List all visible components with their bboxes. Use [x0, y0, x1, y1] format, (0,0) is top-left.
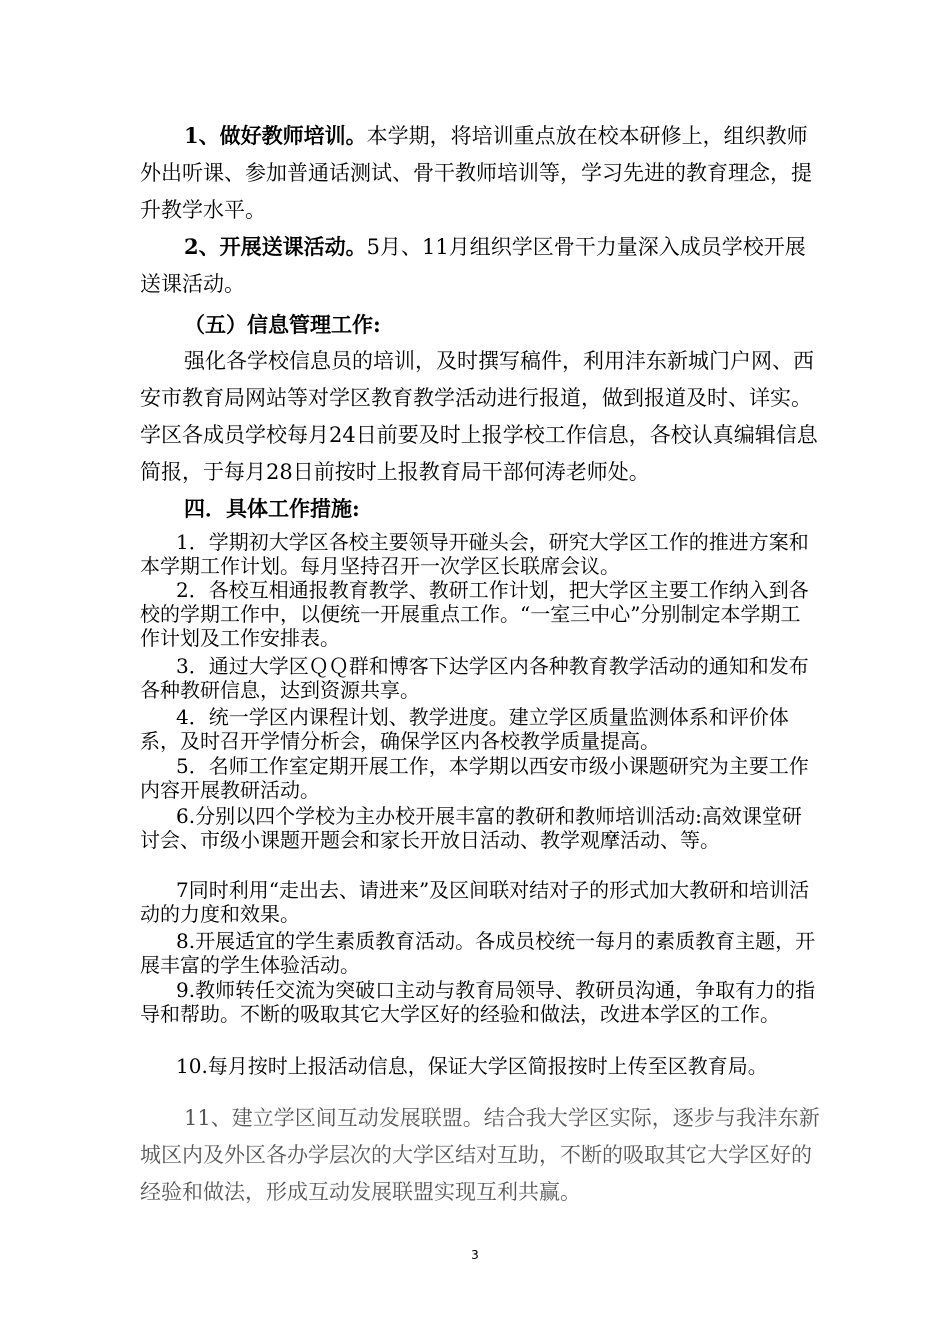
measure-item-10: 10.每月按时上报活动信息，保证大学区简报按时上传至区教育局。	[176, 1054, 768, 1078]
page-number: 3	[471, 1248, 479, 1262]
measure-item-5: 5．名师工作室定期开展工作，本学期以西安市级小课题研究为主要工作内容开展教研活动。	[140, 754, 809, 802]
item-1-body: 本学期，将培训重点放在校本研修上，组织教师外出听课、参加普通话测试、骨干教师培训等，学习先进的教育理念，提升教学水平。	[140, 124, 812, 222]
measure-item-6: 6.分别以四个学校为主办校开展丰富的教研和教师培训活动:高效课堂研讨会、市级小课题开题会和家长开放日活动、教学观摩活动、等。	[140, 804, 802, 852]
section-5-heading: （五）信息管理工作:	[184, 312, 381, 337]
item-2-body: 5月、11月组织学区骨干力量深入成员学校开展送课活动。	[140, 235, 806, 296]
section-5-body: 强化各学校信息员的培训，及时撰写稿件，利用沣东新城门户网、西安市教育局网站等对学区教育教学活动进行报道，做到报道及时、详实。学区各成员学校每月24日前要及时上报学校工作信息，各校认真编辑信息简报，于每月28日前按时上报教育局干部何涛老师处。	[140, 349, 818, 484]
section-4-heading: 四．具体工作措施:	[184, 496, 360, 521]
measure-item-11: 11、建立学区间互动发展联盟。结合我大学区实际，逐步与我沣东新城区内及外区各办学层次的大学区结对互助，不断的吸取其它大学区好的经验和做法，形成互动发展联盟实现互利共赢。	[140, 1106, 820, 1204]
measure-item-9: 9.教师转任交流为突破口主动与教育局领导、教研员沟通，争取有力的指导和帮助。不断的吸取其它大学区好的经验和做法，改进本学区的工作。	[140, 978, 816, 1026]
measure-item-2: 2．各校互相通报教育教学、教研工作计划，把大学区主要工作纳入到各校的学期工作中，以便统一开展重点工作。“一室三中心”分别制定本学期工作计划及工作安排表。	[140, 578, 809, 650]
paragraph-send-lessons	[140, 228, 820, 303]
paragraph-teacher-training	[140, 117, 820, 229]
item-2-title: 2、开展送课活动。	[184, 234, 367, 259]
measure-item-3: 3．通过大学区ＱＱ群和博客下达学区内各种教育教学活动的通知和发布各种教研信息，达到资源共享。	[140, 654, 809, 702]
measure-item-1: 1．学期初大学区各校主要领导开碰头会，研究大学区工作的推进方案和本学期工作计划。每月坚持召开一次学区长联席会议。	[140, 530, 809, 578]
item-1-title: 1、做好教师培训。	[184, 123, 367, 148]
measure-item-7: 7同时利用“走出去、请进来”及区间联对结对子的形式加大教研和培训活动的力度和效果。	[140, 878, 810, 926]
measure-item-4: 4．统一学区内课程计划、教学进度。建立学区质量监测体系和评价体系，及时召开学情分析会，确保学区内各校教学质量提高。	[140, 705, 789, 753]
measure-item-8: 8.开展适宜的学生素质教育活动。各成员校统一每月的素质教育主题，开展丰富的学生体验活动。	[140, 929, 816, 977]
